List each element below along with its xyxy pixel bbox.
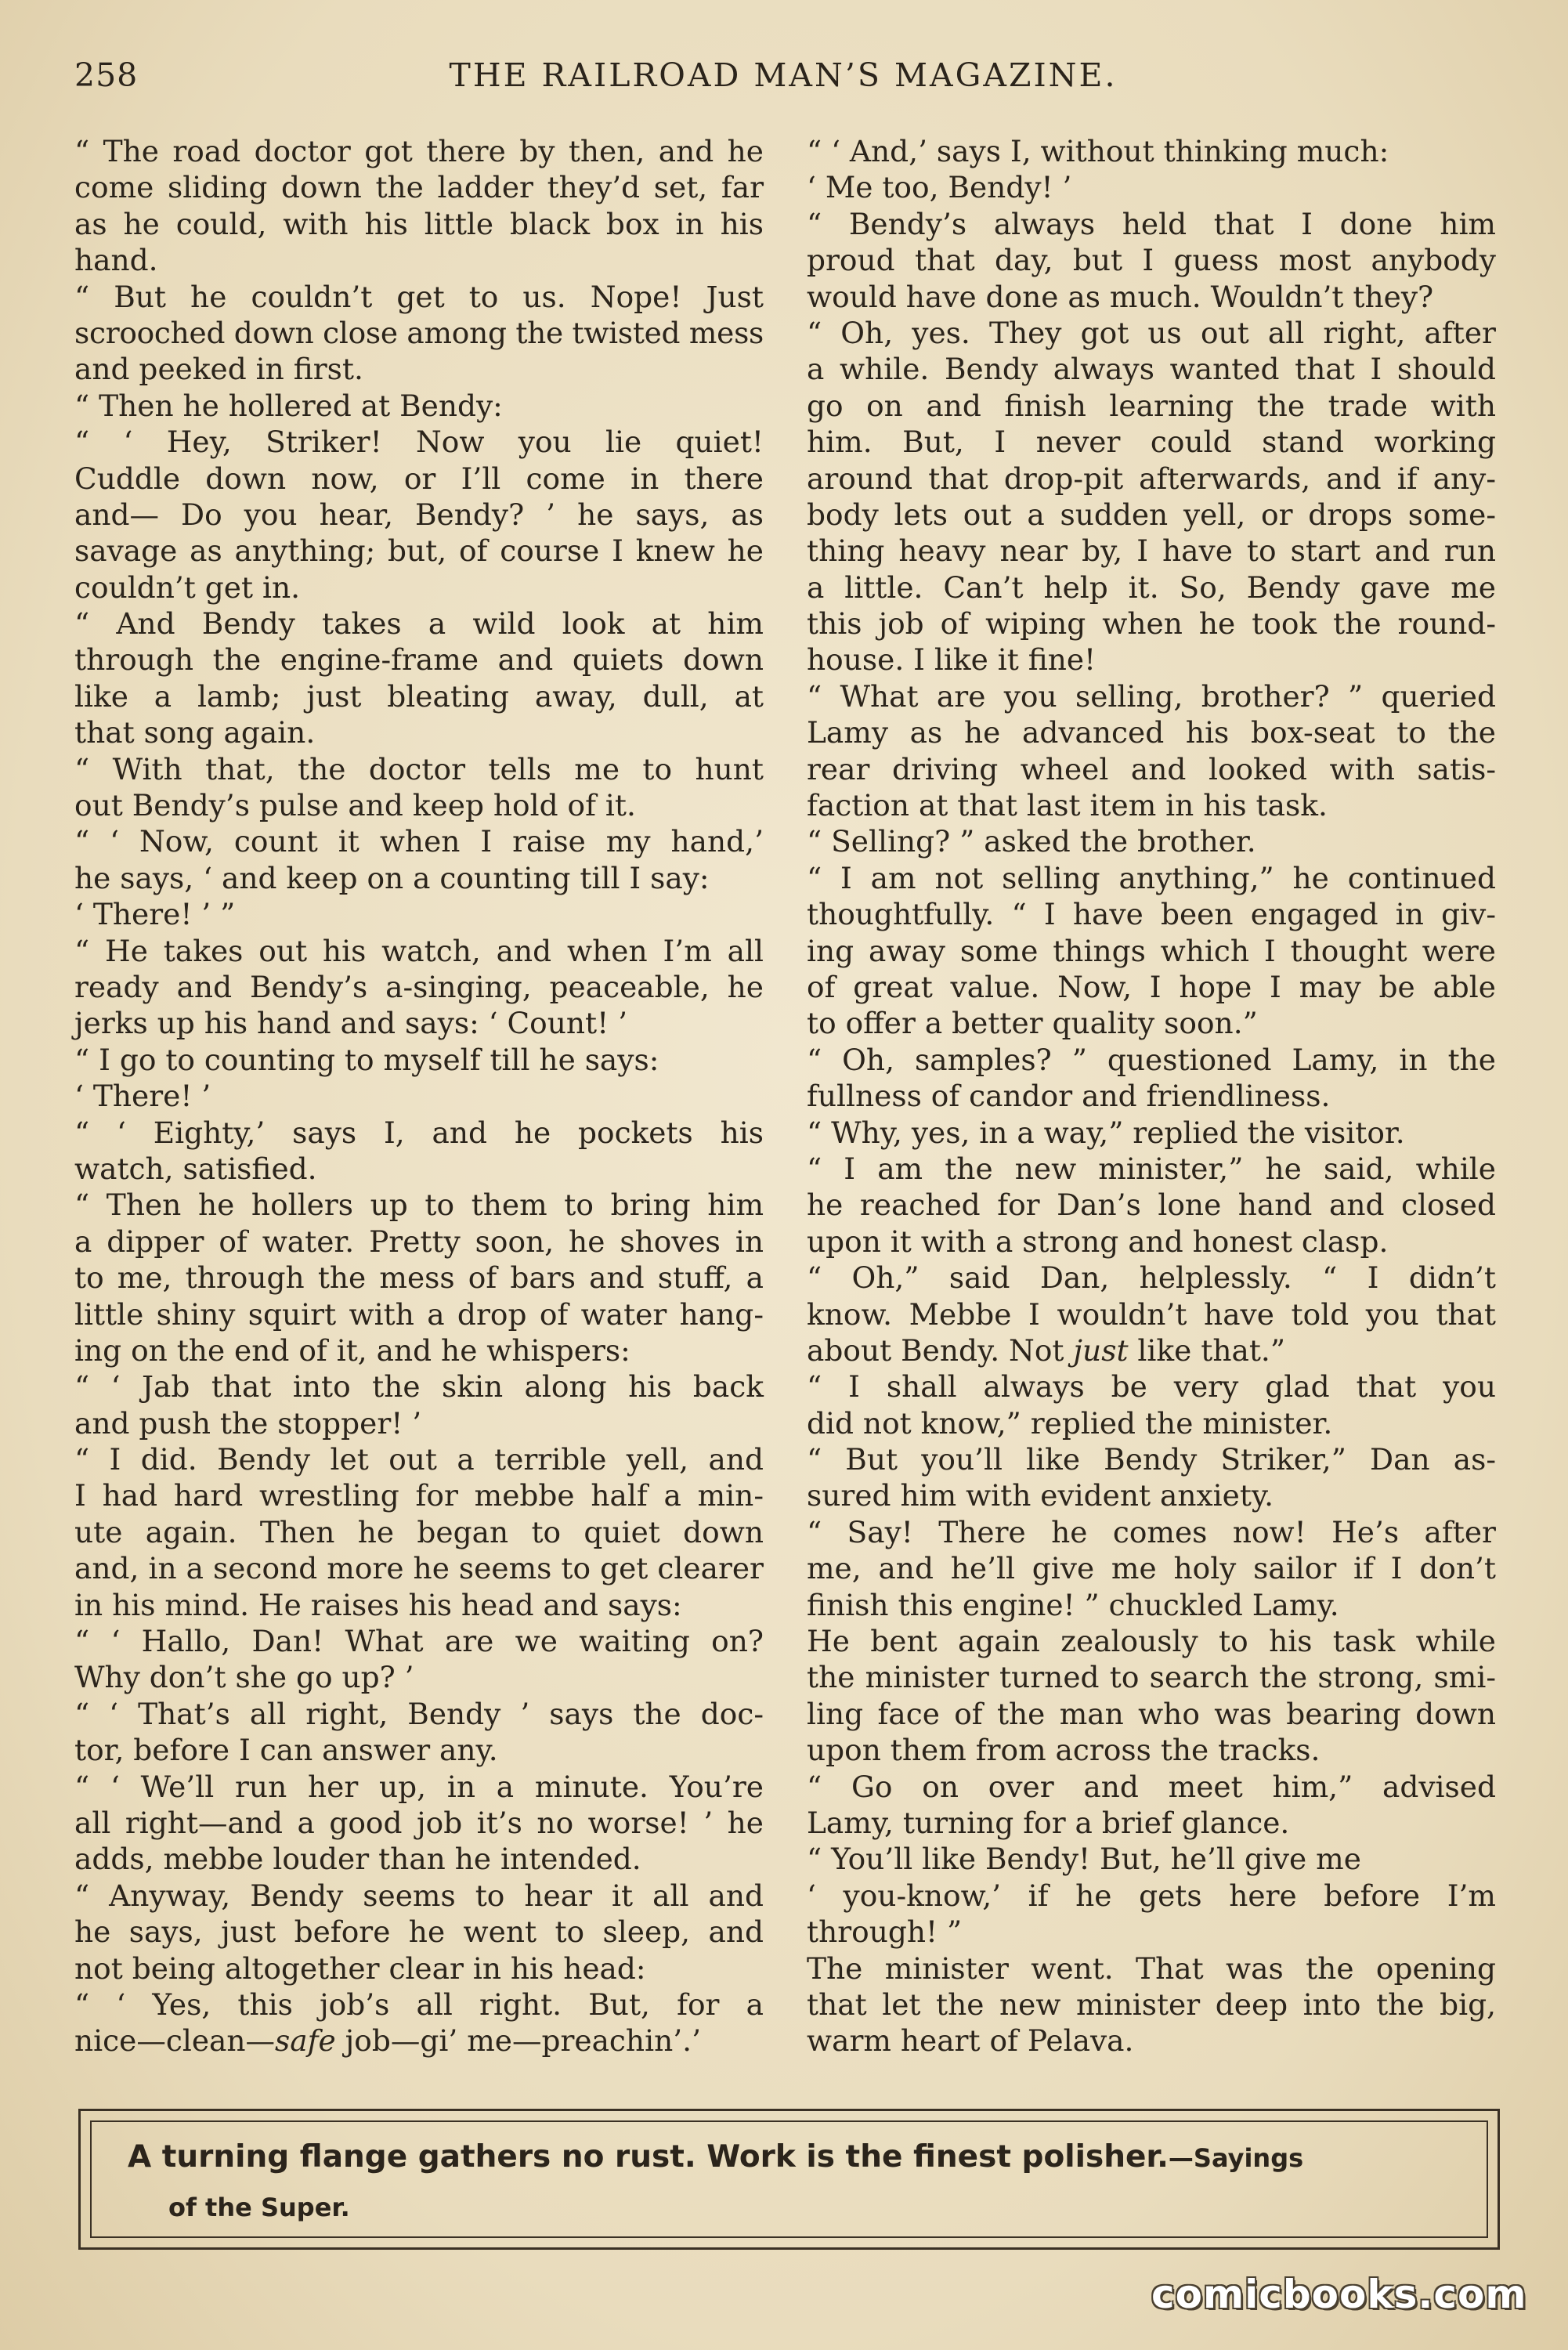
text-line: he reached for Dan’s lone hand and closed <box>807 1188 1496 1223</box>
text-line: watch, satisfied. <box>74 1151 317 1186</box>
text-line: Lamy as he advanced his box-seat to the <box>807 715 1496 750</box>
text-line: Cuddle down now, or I’ll come in there <box>74 461 764 496</box>
text-line: he says, ‘ and keep on a counting till I say: <box>74 860 710 895</box>
text-line: scrooched down close among the twisted mess <box>74 315 764 350</box>
text-line: “ I did. Bendy let out a terrible yell, and <box>74 1442 764 1477</box>
text-line: Why don’t she go up? ’ <box>74 1660 414 1695</box>
text-line: I had hard wrestling for mebbe half a min- <box>74 1478 764 1513</box>
text-line: out Bendy’s pulse and keep hold of it. <box>74 788 636 823</box>
text-line: sured him with evident anxiety. <box>807 1478 1274 1513</box>
text-line: ‘ There! ’ ” <box>74 897 236 932</box>
text-line: hand. <box>74 243 158 278</box>
text-line: couldn’t get in. <box>74 569 301 605</box>
text-line: The minister went. That was the opening <box>807 1950 1496 1986</box>
text-line: thing heavy near by, I have to start and run <box>807 533 1496 569</box>
text-line: jerks up his hand and says: ‘ Count! ’ <box>74 1006 628 1041</box>
saying-attribution-tail: of the Super. <box>168 2193 350 2222</box>
text-line: through the engine-frame and quiets down <box>74 642 764 678</box>
text-line: would have done as much. Wouldn’t they? <box>807 279 1434 314</box>
text-line: body lets out a sudden yell, or drops some- <box>807 497 1496 532</box>
text-line: that let the new minister deep into the big, <box>807 1987 1496 2022</box>
text-line: “ Oh, samples? ” questioned Lamy, in the <box>807 1042 1496 1077</box>
page-header <box>74 56 1492 103</box>
text-line: “ What are you selling, brother? ” queried <box>807 678 1496 714</box>
text-line: “ ‘ And,’ says I, without thinking much: <box>807 134 1389 168</box>
text-line: fullness of candor and friendliness. <box>807 1079 1331 1114</box>
text-line: faction at that last item in his task. <box>807 788 1328 823</box>
text-line: he says, just before he went to sleep, and <box>74 1914 764 1950</box>
text-line: ‘ Me too, Bendy! ’ <box>807 170 1072 205</box>
text-line: like a lamb; just bleating away, dull, at <box>74 678 764 714</box>
text-line: “ But you’ll like Bendy Striker,” Dan as- <box>807 1442 1496 1477</box>
text-line: to me, through the mess of bars and stuff, a <box>74 1260 764 1296</box>
text-line: all right—and a good job it’s no worse! ’ he <box>74 1805 764 1840</box>
text-line: “ Selling? ” asked the brother. <box>807 824 1256 859</box>
text-line: “ I am the new minister,” he said, while <box>807 1151 1496 1186</box>
text-line: thoughtfully. “ I have been engaged in giv- <box>807 897 1496 932</box>
text-line: the minister turned to search the strong, smi- <box>807 1660 1496 1695</box>
text-line: “ ‘ Yes, this job’s all right. But, for a <box>74 1987 764 2022</box>
text-line: in his mind. He raises his head and says: <box>74 1587 682 1622</box>
text-line: a dipper of water. Pretty soon, he shoves in <box>74 1224 764 1259</box>
text-line: ling face of the man who was bearing down <box>807 1696 1496 1731</box>
text-line: “ ‘ Now, count it when I raise my hand,’ <box>74 824 764 859</box>
text-line: did not know,” replied the minister. <box>807 1405 1333 1441</box>
text-line: finish this engine! ” chuckled Lamy. <box>807 1587 1339 1622</box>
text-line: “ ‘ Eighty,’ says I, and he pockets his <box>74 1115 764 1150</box>
text-line: ‘ you-know,’ if he gets here before I’m <box>807 1878 1496 1913</box>
text-line: a while. Bendy always wanted that I should <box>807 352 1496 387</box>
text-line: ‘ There! ’ <box>74 1079 211 1114</box>
text-line: tor, before I can answer any. <box>74 1733 498 1768</box>
text-line: know. Mebbe I wouldn’t have told you that <box>807 1296 1496 1332</box>
text-line: “ With that, the doctor tells me to hunt <box>74 751 764 786</box>
text-line: a little. Can’t help it. So, Bendy gave me <box>807 569 1496 605</box>
text-line: about Bendy. Not just like that.” <box>807 1332 1285 1368</box>
saying-text <box>128 2133 1459 2232</box>
text-line: not being altogether clear in his head: <box>74 1950 646 1986</box>
text-line: ing on the end of it, and he whispers: <box>74 1332 630 1368</box>
text-line: ing away some things which I thought were <box>807 933 1496 968</box>
text-line: that song again. <box>74 715 316 750</box>
text-line: “ But he couldn’t get to us. Nope! Just <box>74 279 764 314</box>
text-line: “ Say! There he comes now! He’s after <box>807 1514 1496 1549</box>
text-line: adds, mebbe louder than he intended. <box>74 1842 641 1877</box>
text-line: and— Do you hear, Bendy? ’ he says, as <box>74 497 764 532</box>
text-line: “ Then he hollers up to them to bring him <box>74 1188 764 1223</box>
text-line: “ I go to counting to myself till he says: <box>74 1042 659 1077</box>
running-head: THE RAILROAD MAN’S MAGAZINE. <box>449 56 1118 94</box>
text-line: warm heart of Pelava. <box>807 2023 1134 2059</box>
text-line: ready and Bendy’s a-singing, peaceable, he <box>74 969 764 1004</box>
text-line: of great value. Now, I hope I may be able <box>807 969 1496 1004</box>
text-line: through! ” <box>807 1914 963 1950</box>
text-line: little shiny squirt with a drop of water hang- <box>74 1296 764 1332</box>
text-line: as he could, with his little black box in his <box>74 206 764 241</box>
text-line: “ ‘ Jab that into the skin along his back <box>74 1369 764 1405</box>
text-line: “ Oh, yes. They got us out all right, after <box>807 315 1496 350</box>
page-number: 258 <box>74 56 139 94</box>
text-line: savage as anything; but, of course I knew he <box>74 533 764 569</box>
text-line: proud that day, but I guess most anybody <box>807 243 1496 278</box>
text-line: “ And Bendy takes a wild look at him <box>74 606 764 642</box>
text-line: come sliding down the ladder they’d set, far <box>74 170 764 205</box>
saying-quote: A turning flange gathers no rust. Work is the finest polisher. <box>128 2139 1169 2175</box>
text-line: to offer a better quality soon.” <box>807 1006 1258 1041</box>
text-line: “ Anyway, Bendy seems to hear it all and <box>74 1878 764 1913</box>
text-line: go on and finish learning the trade with <box>807 388 1496 423</box>
text-line: and, in a second more he seems to get clearer <box>74 1551 764 1586</box>
text-line: He bent again zealously to his task while <box>807 1624 1496 1659</box>
text-line: and push the stopper! ’ <box>74 1405 422 1441</box>
text-line: and peeked in first. <box>74 352 363 387</box>
text-line: “ ‘ That’s all right, Bendy ’ says the doc- <box>74 1696 764 1731</box>
text-line: “ ‘ We’ll run her up, in a minute. You’re <box>74 1769 764 1804</box>
text-line: him. But, I never could stand working <box>807 425 1496 460</box>
text-line: ute again. Then he began to quiet down <box>74 1514 764 1549</box>
text-line: upon it with a strong and honest clasp. <box>807 1224 1389 1259</box>
text-line: Lamy, turning for a brief glance. <box>807 1805 1290 1840</box>
text-line: house. I like it fine! <box>807 642 1097 678</box>
text-line: “ The road doctor got there by then, and he <box>74 134 764 168</box>
text-line: me, and he’ll give me holy sailor if I don’t <box>807 1551 1496 1586</box>
text-line: “ ‘ Hallo, Dan! What are we waiting on? <box>74 1624 764 1659</box>
text-line: “ Then he hollered at Bendy: <box>74 388 503 423</box>
text-line: rear driving wheel and looked with satis- <box>807 751 1496 786</box>
text-line: “ Bendy’s always held that I done him <box>807 206 1496 241</box>
text-line: “ Oh,” said Dan, helplessly. “ I didn’t <box>807 1260 1496 1296</box>
saying-box <box>78 2109 1500 2250</box>
text-line: “ He takes out his watch, and when I’m all <box>74 933 764 968</box>
text-line: “ I shall always be very glad that you <box>807 1369 1496 1405</box>
text-line: “ Go on over and meet him,” advised <box>807 1769 1496 1804</box>
site-watermark: comicbooks.com <box>1151 2272 1527 2317</box>
text-line: “ I am not selling anything,” he continued <box>807 860 1496 895</box>
right-column <box>807 133 1496 2059</box>
text-line: “ ‘ Hey, Striker! Now you lie quiet! <box>74 425 764 460</box>
saying-attribution-lead: —Sayings <box>1168 2143 1304 2173</box>
left-column <box>74 133 764 2059</box>
text-line: “ Why, yes, in a way,” replied the visitor. <box>807 1115 1405 1150</box>
text-line: upon them from across the tracks. <box>807 1733 1321 1768</box>
text-line: nice—clean—safe job—gi’ me—preachin’.’ <box>74 2023 701 2059</box>
text-line: around that drop-pit afterwards, and if any- <box>807 461 1496 496</box>
text-line: this job of wiping when he took the round- <box>807 606 1496 642</box>
text-line: “ You’ll like Bendy! But, he’ll give me <box>807 1842 1361 1877</box>
